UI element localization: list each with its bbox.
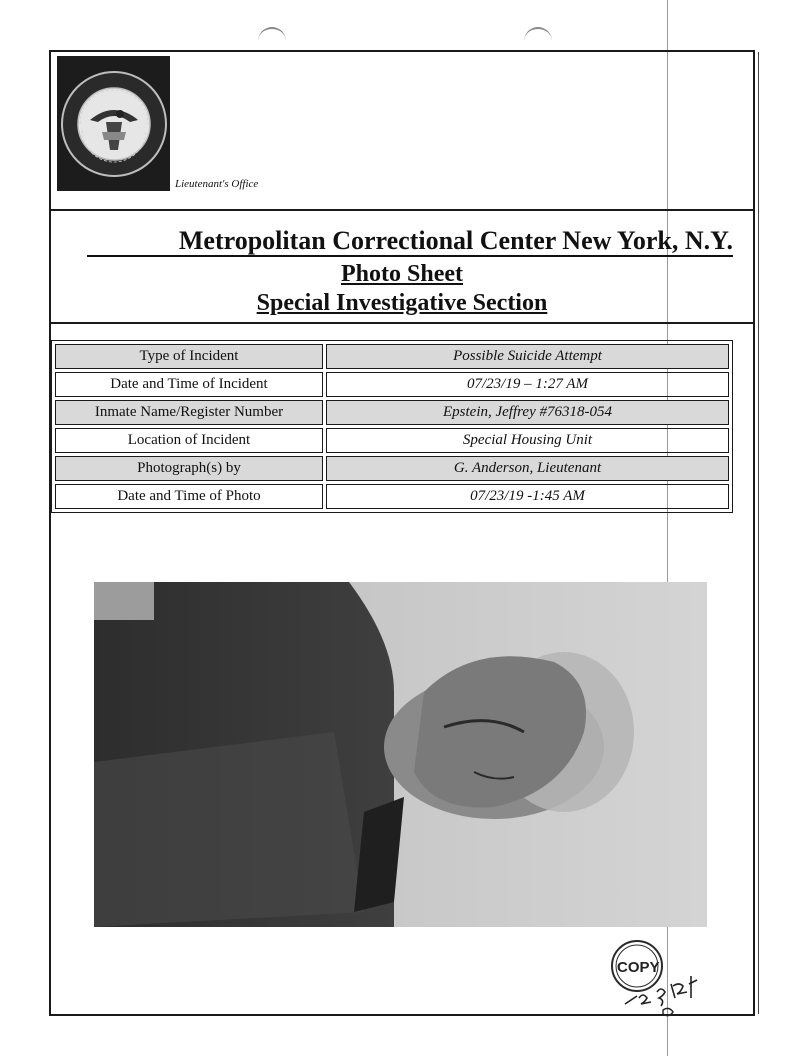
title-block	[51, 214, 753, 324]
letterhead	[51, 52, 753, 211]
title-line-1	[87, 226, 733, 256]
row-label: Photograph(s) by	[55, 456, 323, 481]
title-underline	[87, 255, 733, 257]
row-label: Location of Incident	[55, 428, 323, 453]
inmate-photo	[94, 582, 707, 927]
table-row	[55, 484, 729, 509]
table-row	[55, 400, 729, 425]
table-row	[55, 428, 729, 453]
table-row	[55, 344, 729, 369]
doj-bop-seal-icon	[57, 56, 170, 191]
stamp-text: COPY	[617, 959, 660, 976]
row-label: Date and Time of Incident	[55, 372, 323, 397]
row-label: Type of Incident	[55, 344, 323, 369]
frame-outer-rule	[758, 52, 759, 1014]
incident-info-table	[51, 340, 733, 513]
table-row	[55, 456, 729, 481]
row-value: Special Housing Unit	[326, 428, 729, 453]
title-line-1-text: Metropolitan Correctional Center New York, N.Y.	[178, 226, 733, 255]
row-value: Epstein, Jeffrey #76318-054	[326, 400, 729, 425]
row-value: 07/23/19 -1:45 AM	[326, 484, 729, 509]
table-row	[55, 372, 729, 397]
row-label: Date and Time of Photo	[55, 484, 323, 509]
row-label: Inmate Name/Register Number	[55, 400, 323, 425]
row-value: 07/23/19 – 1:27 AM	[326, 372, 729, 397]
row-value: G. Anderson, Lieutenant	[326, 456, 729, 481]
office-label: Lieutenant's Office	[175, 178, 259, 190]
copy-stamp	[603, 940, 713, 1025]
title-line-3: Special Investigative Section	[256, 290, 548, 316]
title-line-2: Photo Sheet	[341, 261, 463, 287]
row-value: Possible Suicide Attempt	[326, 344, 729, 369]
